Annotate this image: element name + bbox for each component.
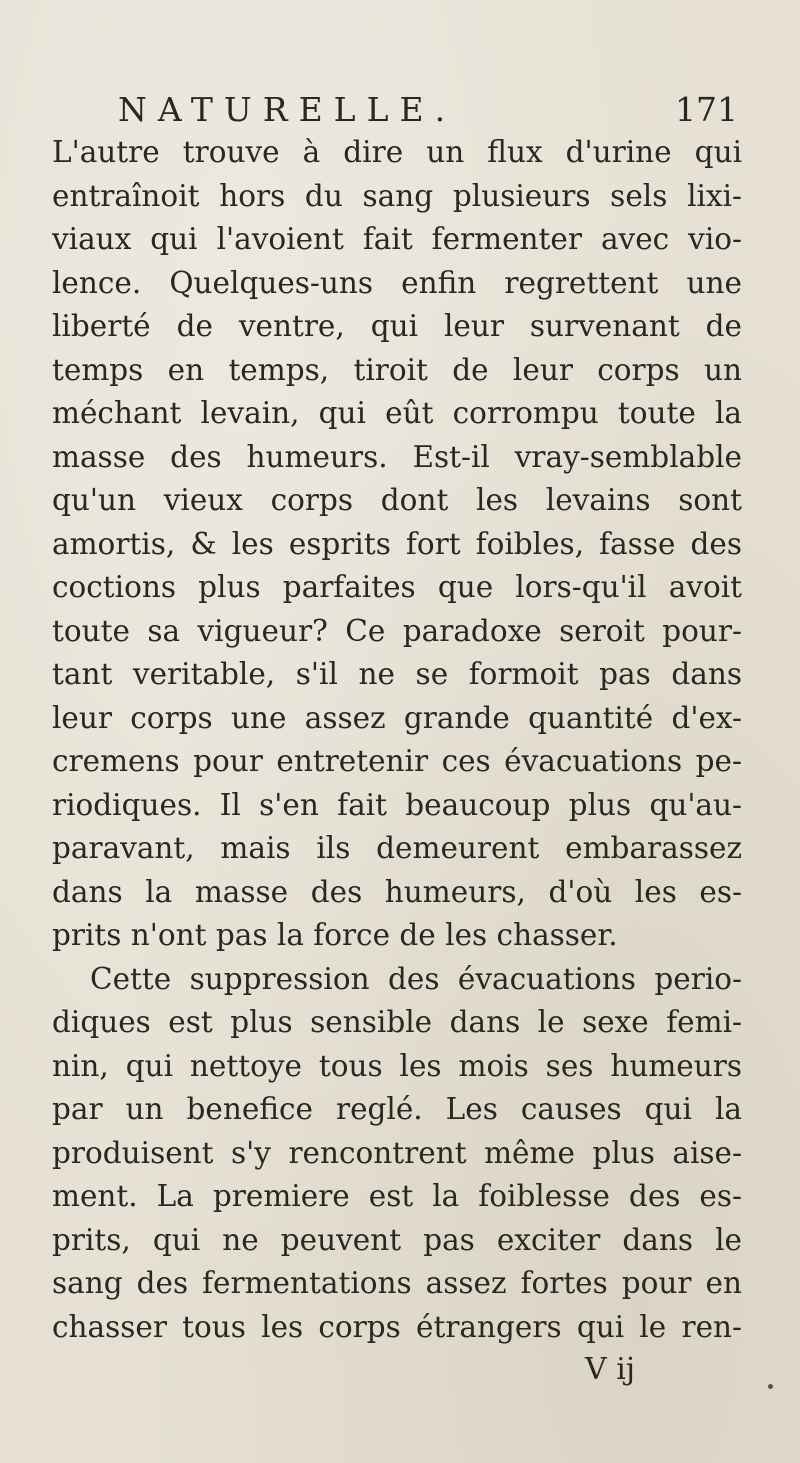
text-line: ment. La premiere est la foiblesse des es- xyxy=(52,1179,742,1213)
text-line: prits n'ont pas la force de les chasser. xyxy=(52,918,618,952)
text-line: produisent s'y rencontrent même plus aise- xyxy=(52,1135,742,1170)
text-line: toute sa vigueur? Ce paradoxe seroit pour- xyxy=(52,613,742,648)
signature-mark: V ij xyxy=(585,1352,636,1387)
text-line: paravant, mais ils demeurent embarassez xyxy=(52,831,742,865)
text-line: méchant levain, qui eût corrompu toute la xyxy=(52,396,742,430)
text-line: entraînoit hors du sang plusieurs sels lixi- xyxy=(52,178,742,213)
text-line: riodiques. Il s'en fait beaucoup plus qu'au- xyxy=(52,787,742,822)
text-line: tant veritable, s'il ne se formoit pas dans xyxy=(52,657,742,691)
text-line: lence. Quelques-uns enfin regrettent une xyxy=(52,265,742,300)
page-number: 171 xyxy=(675,90,738,129)
text-line: amortis, & les esprits fort foibles, fasse des xyxy=(52,526,742,561)
text-line: diques est plus sensible dans le sexe femi- xyxy=(52,1005,742,1039)
text-line: nin, qui nettoye tous les mois ses humeurs xyxy=(52,1048,742,1083)
text-line: par un benefice reglé. Les causes qui la xyxy=(52,1092,742,1126)
text-line: leur corps une assez grande quantité d'ex- xyxy=(52,700,742,735)
text-line: sang des fermentations assez fortes pour en xyxy=(52,1266,742,1300)
text-line: temps en temps, tiroit de leur corps un xyxy=(52,352,742,387)
page-header xyxy=(118,90,738,134)
text-line: viaux qui l'avoient fait fermenter avec vio- xyxy=(52,222,742,256)
paragraph-start-line: Cette suppression des évacuations perio- xyxy=(90,961,742,996)
running-title: NATURELLE. xyxy=(118,90,457,129)
text-line: cremens pour entretenir ces évacuations pe- xyxy=(52,744,742,778)
text-line: L'autre trouve à dire un flux d'urine qui xyxy=(52,135,742,169)
text-line: liberté de ventre, qui leur survenant de xyxy=(52,309,742,343)
text-line: chasser tous les corps étrangers qui le ren- xyxy=(52,1309,742,1344)
body-text xyxy=(52,131,742,1349)
text-line: coctions plus parfaites que lors-qu'il avoit xyxy=(52,570,742,604)
text-line: qu'un vieux corps dont les levains sont xyxy=(52,483,742,517)
text-line: dans la masse des humeurs, d'où les es- xyxy=(52,874,742,909)
paper-speck xyxy=(768,1384,773,1389)
text-line: masse des humeurs. Est-il vray-semblable xyxy=(52,439,742,474)
text-line: prits, qui ne peuvent pas exciter dans le xyxy=(52,1222,742,1257)
